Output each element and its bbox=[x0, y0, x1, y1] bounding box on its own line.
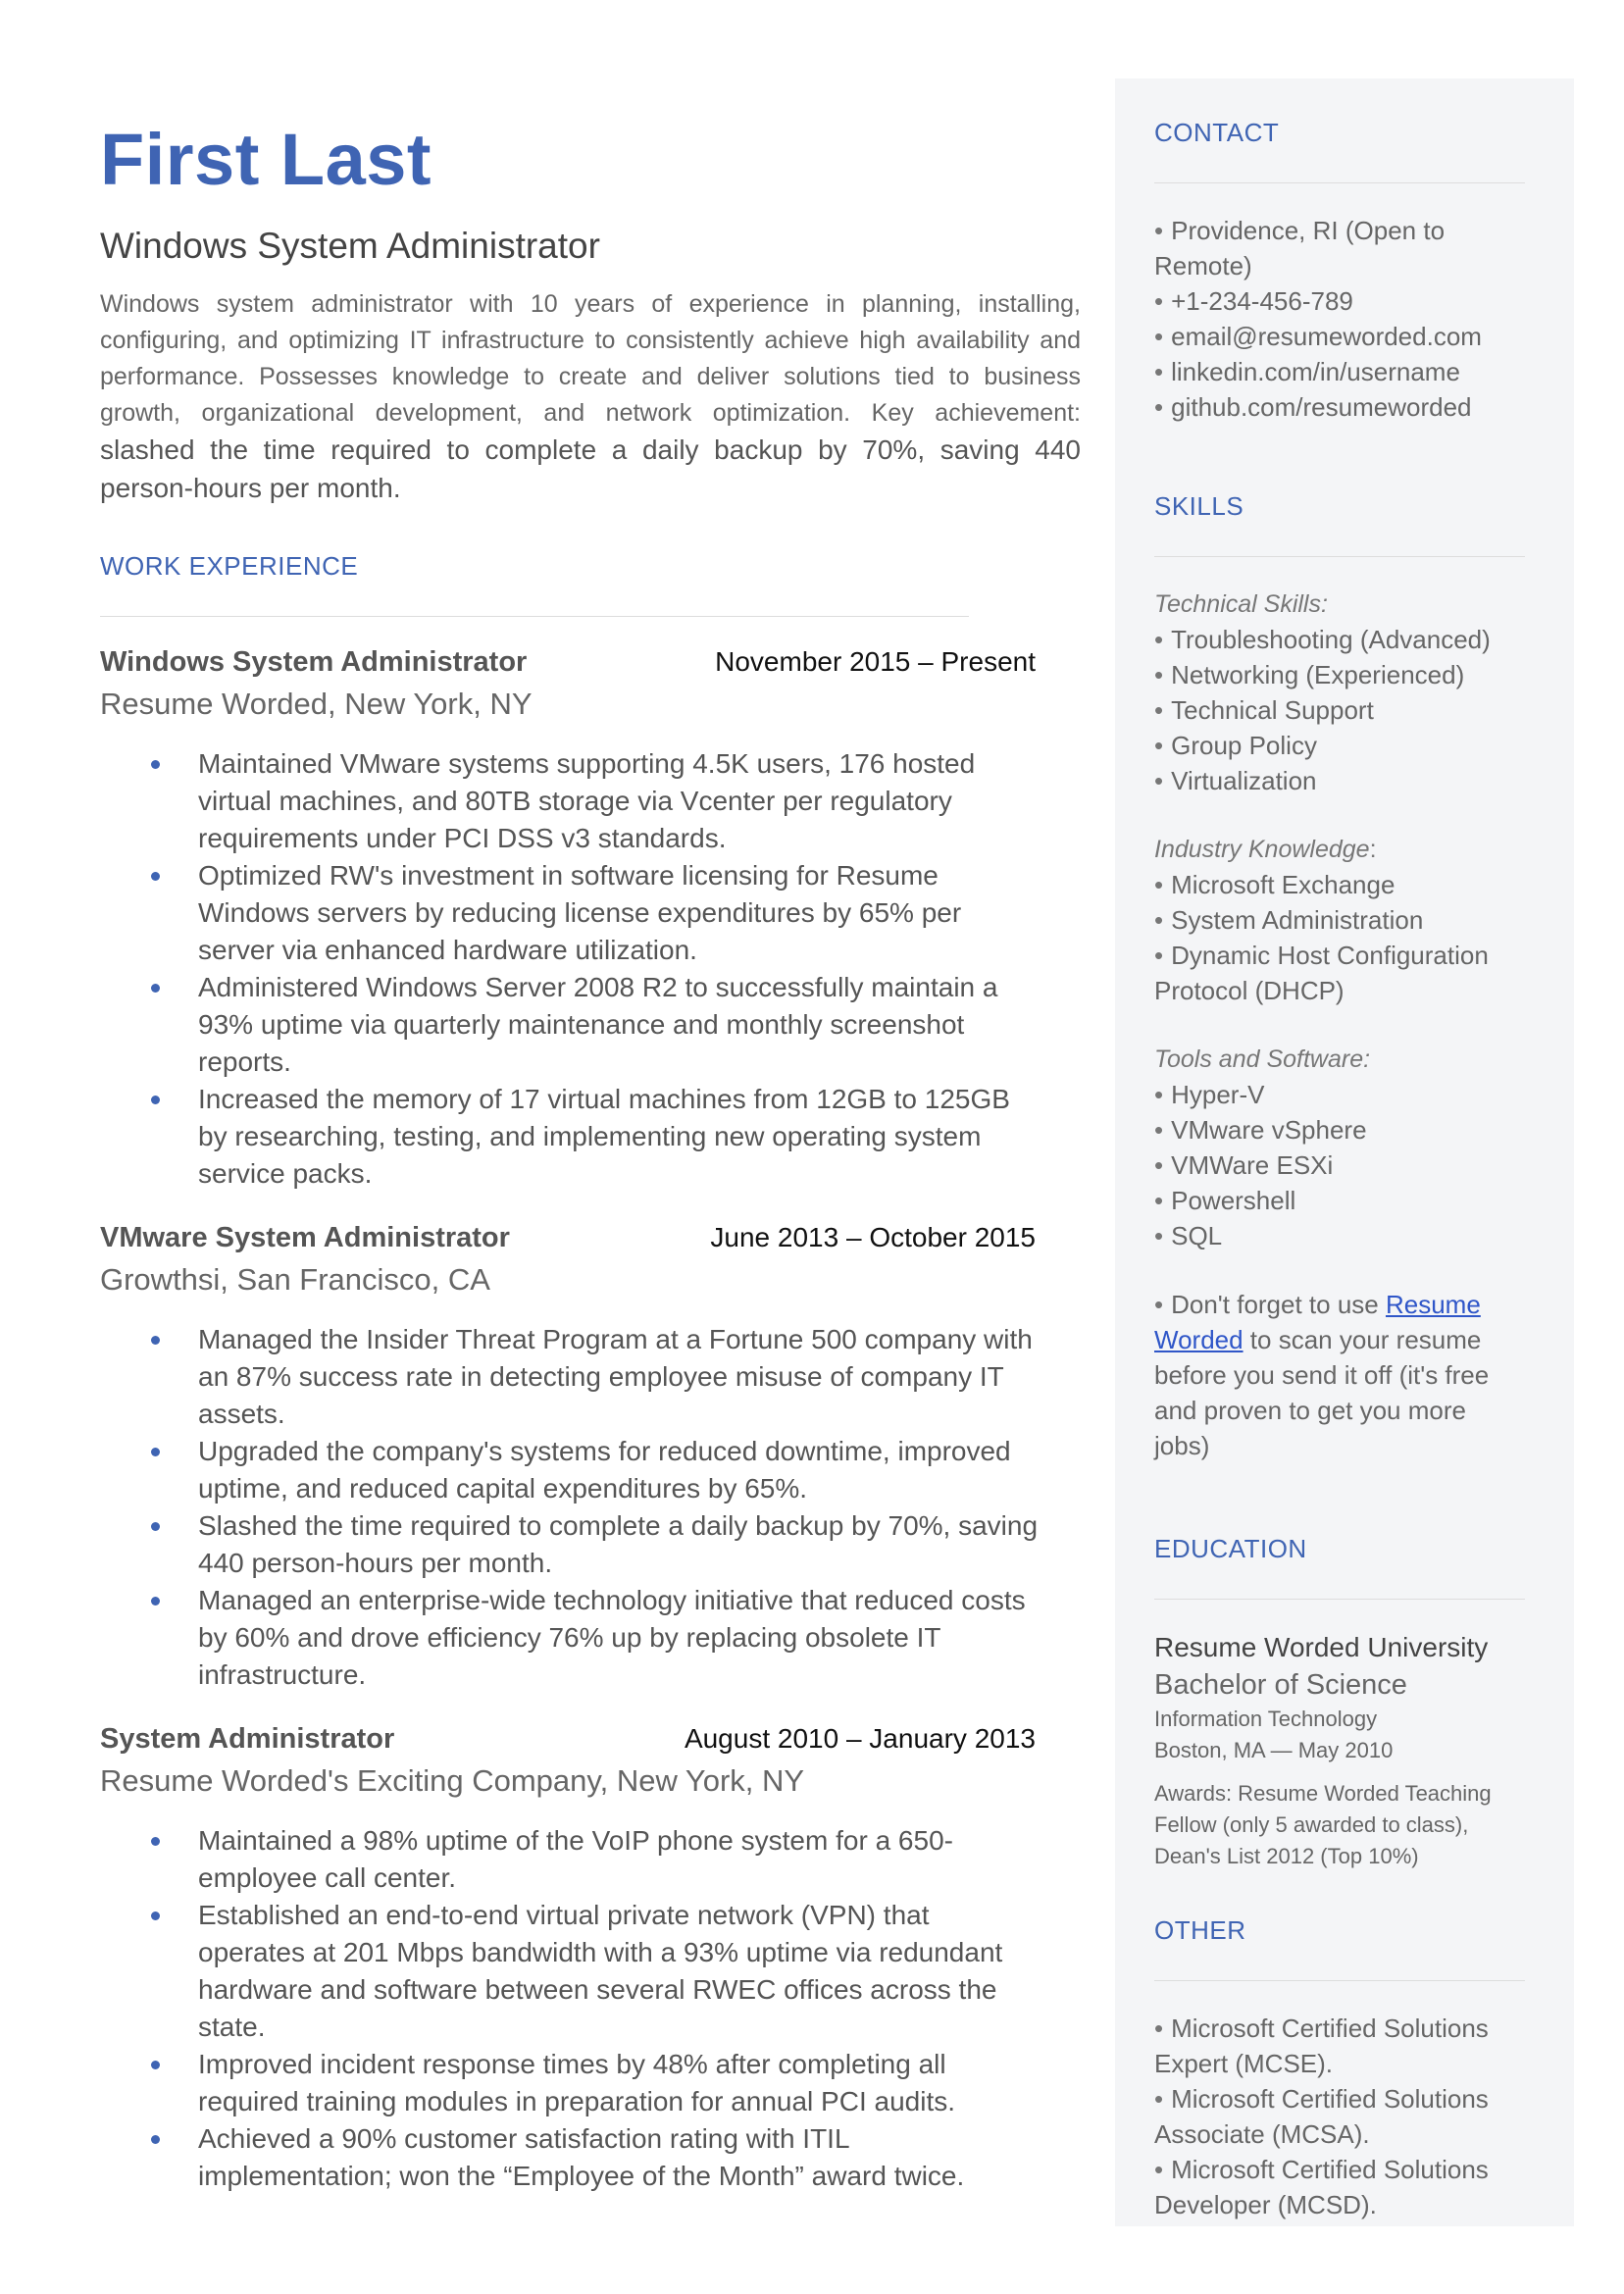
skill-item bbox=[1154, 867, 1525, 902]
education-heading: EDUCATION bbox=[1154, 1532, 1525, 1600]
tool-item-text: VMWare ESXi bbox=[1171, 1150, 1334, 1180]
job-bullet bbox=[100, 1433, 1041, 1507]
skill-item-text: Networking (Experienced) bbox=[1171, 660, 1465, 689]
technical-skills-list bbox=[1154, 622, 1525, 798]
bullet-icon: • bbox=[1154, 2155, 1164, 2184]
job-header bbox=[100, 1723, 1036, 1756]
industry-knowledge-label: Industry Knowledge: bbox=[1154, 836, 1377, 863]
other-item-text: Microsoft Certified Solutions Developer (MCSD). bbox=[1154, 2155, 1489, 2219]
bullet-dot-icon bbox=[151, 1912, 160, 1920]
job-bullet-text: Maintained a 98% uptime of the VoIP phone system for a 650-employee call center. bbox=[198, 1825, 953, 1893]
job-bullet bbox=[100, 2120, 1041, 2195]
job-dates: November 2015 – Present bbox=[715, 646, 1036, 677]
industry-knowledge-list bbox=[1154, 867, 1525, 1008]
contact-item-text: linkedin.com/in/username bbox=[1171, 357, 1460, 386]
bullet-dot-icon bbox=[151, 2061, 160, 2069]
job-company: Resume Worded, New York, NY bbox=[100, 687, 533, 721]
job-header bbox=[100, 646, 1036, 679]
skill-item-text: Dynamic Host Configuration Protocol (DHCP) bbox=[1154, 941, 1489, 1005]
education-location-date: Boston, MA — May 2010 bbox=[1154, 1738, 1394, 1762]
contact-list bbox=[1154, 213, 1525, 425]
bullet-dot-icon bbox=[151, 1597, 160, 1606]
bullet-icon: • bbox=[1154, 392, 1164, 422]
bullet-icon: • bbox=[1154, 322, 1164, 351]
skill-item-text: Microsoft Exchange bbox=[1171, 870, 1396, 899]
job-bullets bbox=[100, 1321, 1041, 1694]
skill-item bbox=[1154, 622, 1525, 657]
tool-item bbox=[1154, 1147, 1525, 1183]
other-item bbox=[1154, 2011, 1525, 2081]
bullet-icon: • bbox=[1154, 625, 1164, 654]
tool-item bbox=[1154, 1183, 1525, 1218]
job-entry bbox=[100, 1723, 1081, 2195]
tools-software bbox=[1154, 1042, 1525, 1253]
contact-item-text: email@resumeworded.com bbox=[1171, 322, 1482, 351]
job-bullet bbox=[100, 1897, 1041, 2046]
bullet-icon: • bbox=[1154, 870, 1164, 899]
job-bullet bbox=[100, 1321, 1041, 1433]
bullet-icon: • bbox=[1154, 731, 1164, 760]
education-school: Resume Worded University bbox=[1154, 1632, 1489, 1662]
tools-software-list bbox=[1154, 1077, 1525, 1253]
bullet-dot-icon bbox=[151, 1336, 160, 1345]
summary-highlight: slashed the time required to complete a daily backup by 70%, saving 440 person-hours per month. bbox=[100, 434, 1081, 503]
job-company: Growthsi, San Francisco, CA bbox=[100, 1262, 490, 1297]
job-bullets bbox=[100, 745, 1041, 1193]
contact-item bbox=[1154, 354, 1525, 389]
job-list bbox=[100, 646, 1081, 2195]
skill-item-text: Virtualization bbox=[1171, 766, 1317, 795]
skill-item bbox=[1154, 902, 1525, 938]
bullet-icon: • bbox=[1154, 216, 1164, 245]
job-bullet bbox=[100, 1822, 1041, 1897]
skill-item bbox=[1154, 657, 1525, 692]
other-item bbox=[1154, 2152, 1525, 2222]
other-heading: OTHER bbox=[1154, 1913, 1525, 1981]
work-experience-heading: WORK EXPERIENCE bbox=[100, 549, 969, 617]
job-bullet bbox=[100, 2046, 1041, 2120]
skill-item bbox=[1154, 938, 1525, 1008]
resume-worded-note: • Don't forget to use Resume Worded to scan your resume before you send it off (it's free and proven to get you more jobs) bbox=[1154, 1290, 1490, 1460]
job-bullets bbox=[100, 1822, 1041, 2195]
sidebar bbox=[1115, 78, 1574, 2226]
job-bullet-text: Slashed the time required to complete a daily backup by 70%, saving 440 person-hours per month. bbox=[198, 1510, 1039, 1578]
contact-item-text: Providence, RI (Open to Remote) bbox=[1154, 216, 1446, 280]
tool-item-text: Powershell bbox=[1171, 1186, 1296, 1215]
skill-item-text: Group Policy bbox=[1171, 731, 1317, 760]
bullet-icon: • bbox=[1154, 2014, 1164, 2043]
bullet-icon: • bbox=[1154, 1221, 1164, 1250]
contact-item bbox=[1154, 283, 1525, 319]
other-list bbox=[1154, 2011, 1525, 2222]
summary bbox=[100, 286, 1081, 508]
contact-item-text: +1-234-456-789 bbox=[1171, 286, 1353, 316]
education-field: Information Technology bbox=[1154, 1707, 1378, 1731]
bullet-icon: • bbox=[1154, 1150, 1164, 1180]
job-bullet-text: Upgraded the company's systems for reduced downtime, improved uptime, and reduced capital expenditures by 65%. bbox=[198, 1436, 1011, 1504]
contact-item bbox=[1154, 319, 1525, 354]
skill-item-text: Technical Support bbox=[1171, 695, 1374, 725]
job-entry bbox=[100, 1222, 1081, 1694]
technical-skills bbox=[1154, 586, 1525, 798]
tool-item-text: Hyper-V bbox=[1171, 1080, 1265, 1109]
job-bullet-text: Improved incident response times by 48% after completing all required training modules in preparation for annual PCI audits. bbox=[198, 2049, 956, 2116]
tool-item bbox=[1154, 1112, 1525, 1147]
job-bullet-text: Optimized RW's investment in software licensing for Resume Windows servers by reducing license expenditures by 65% per server via enhanced hardware utilization. bbox=[198, 860, 962, 965]
skill-item-text: Troubleshooting (Advanced) bbox=[1171, 625, 1491, 654]
job-bullet-text: Managed the Insider Threat Program at a Fortune 500 company with an 87% success rate in detecting employee misuse of company IT assets. bbox=[198, 1324, 1033, 1429]
bullet-icon: • bbox=[1154, 357, 1164, 386]
job-dates: August 2010 – January 2013 bbox=[684, 1723, 1036, 1754]
tool-item-text: SQL bbox=[1171, 1221, 1223, 1250]
tool-item-text: VMware vSphere bbox=[1171, 1115, 1367, 1145]
contact-item bbox=[1154, 389, 1525, 425]
job-bullet-text: Increased the memory of 17 virtual machines from 12GB to 125GB by researching, testing, and implementing new operating system service packs. bbox=[198, 1084, 1010, 1189]
skills-heading: SKILLS bbox=[1154, 489, 1525, 557]
bullet-icon: • bbox=[1154, 941, 1164, 970]
bullet-dot-icon bbox=[151, 760, 160, 769]
summary-text: Windows system administrator with 10 years of experience in planning, installing, configuring, and optimizing IT infrastructure to consistently achieve high availability and performance. Possesses knowledge to create and deliver solutions tied to business growth, organizational development, and network optimization. Key achievement: bbox=[100, 290, 1081, 427]
bullet-icon: • bbox=[1154, 905, 1164, 935]
note-text-before: Don't forget to use bbox=[1171, 1290, 1386, 1319]
bullet-icon: • bbox=[1154, 660, 1164, 689]
job-bullet bbox=[100, 1081, 1041, 1193]
skill-item bbox=[1154, 763, 1525, 798]
contact-heading: CONTACT bbox=[1154, 116, 1525, 183]
job-dates: June 2013 – October 2015 bbox=[710, 1222, 1036, 1252]
skill-item bbox=[1154, 692, 1525, 728]
job-bullet bbox=[100, 1582, 1041, 1694]
contact-item-text: github.com/resumeworded bbox=[1171, 392, 1472, 422]
job-bullet bbox=[100, 1507, 1041, 1582]
education-entry bbox=[1154, 1629, 1525, 1872]
job-role: System Administrator bbox=[100, 1723, 395, 1755]
tools-software-label: Tools and Software: bbox=[1154, 1045, 1371, 1073]
job-entry bbox=[100, 646, 1081, 1193]
industry-knowledge-label-text: Industry Knowledge bbox=[1154, 836, 1370, 863]
job-bullet-text: Achieved a 90% customer satisfaction rating with ITIL implementation; won the “Employee of the Month” award twice. bbox=[198, 2123, 965, 2191]
industry-knowledge bbox=[1154, 832, 1525, 1008]
bullet-dot-icon bbox=[151, 872, 160, 881]
candidate-name: First Last bbox=[100, 119, 432, 200]
job-bullet-text: Managed an enterprise-wide technology initiative that reduced costs by 60% and drove efficiency 76% up by replacing obsolete IT infrastructure. bbox=[198, 1585, 1026, 1690]
bullet-icon: • bbox=[1154, 1080, 1164, 1109]
contact-item bbox=[1154, 213, 1525, 283]
other-item-text: Microsoft Certified Solutions Associate (MCSA). bbox=[1154, 2084, 1489, 2149]
bullet-dot-icon bbox=[151, 1522, 160, 1531]
bullet-dot-icon bbox=[151, 1096, 160, 1104]
bullet-dot-icon bbox=[151, 1837, 160, 1846]
education-degree: Bachelor of Science bbox=[1154, 1669, 1407, 1701]
other-item bbox=[1154, 2081, 1525, 2152]
main-column bbox=[100, 116, 1081, 2195]
job-bullet bbox=[100, 857, 1041, 969]
tool-item bbox=[1154, 1218, 1525, 1253]
job-role: Windows System Administrator bbox=[100, 646, 528, 678]
bullet-icon: • bbox=[1154, 1186, 1164, 1215]
bullet-icon: • bbox=[1154, 286, 1164, 316]
other-item-text: Microsoft Certified Solutions Expert (MCSE). bbox=[1154, 2014, 1489, 2078]
bullet-icon: • bbox=[1154, 695, 1164, 725]
bullet-dot-icon bbox=[151, 984, 160, 993]
job-bullet-text: Established an end-to-end virtual private network (VPN) that operates at 201 Mbps bandwidth with a 93% uptime via redundant hardware and software between several RWEC offices across the state. bbox=[198, 1900, 1003, 2042]
education-awards: Awards: Resume Worded Teaching Fellow (only 5 awarded to class), Dean's List 2012 (Top 10%) bbox=[1154, 1781, 1492, 1868]
job-header bbox=[100, 1222, 1036, 1254]
bullet-icon: • bbox=[1154, 766, 1164, 795]
resume-worded-link[interactable]: Resume Worded bbox=[1154, 1290, 1481, 1354]
job-bullet bbox=[100, 745, 1041, 857]
job-company: Resume Worded's Exciting Company, New York, NY bbox=[100, 1763, 805, 1798]
bullet-icon: • bbox=[1154, 2084, 1164, 2114]
candidate-title: Windows System Administrator bbox=[100, 226, 600, 266]
skill-item bbox=[1154, 728, 1525, 763]
job-bullet bbox=[100, 969, 1041, 1081]
bullet-icon: • bbox=[1154, 1115, 1164, 1145]
bullet-dot-icon bbox=[151, 1448, 160, 1456]
note-text-after: to scan your resume before you send it off (it's free and proven to get you more jobs) bbox=[1154, 1325, 1490, 1460]
job-bullet-text: Maintained VMware systems supporting 4.5K users, 176 hosted virtual machines, and 80TB storage via Vcenter per regulatory requirements under PCI DSS v3 standards. bbox=[198, 748, 976, 853]
tool-item bbox=[1154, 1077, 1525, 1112]
skill-item-text: System Administration bbox=[1171, 905, 1424, 935]
job-bullet-text: Administered Windows Server 2008 R2 to successfully maintain a 93% uptime via quarterly maintenance and monthly screenshot reports. bbox=[198, 972, 998, 1077]
technical-skills-label: Technical Skills: bbox=[1154, 590, 1328, 618]
job-role: VMware System Administrator bbox=[100, 1222, 510, 1253]
bullet-dot-icon bbox=[151, 2135, 160, 2144]
